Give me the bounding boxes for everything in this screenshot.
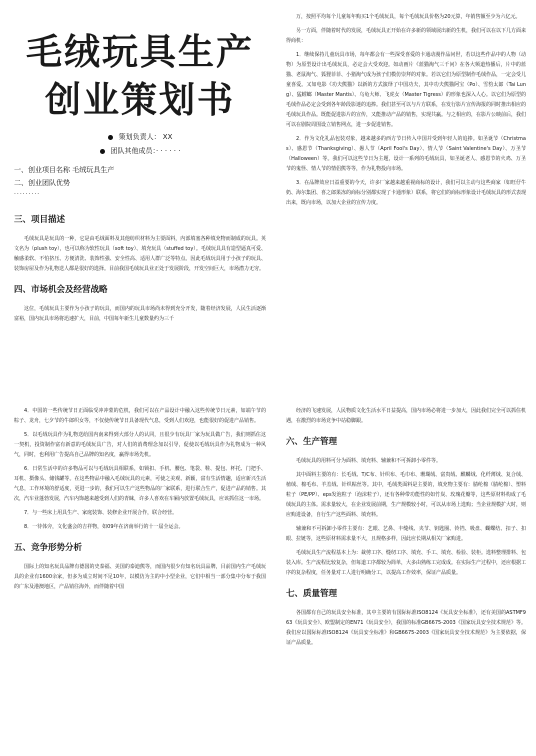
section-heading: 六、生产管理 xyxy=(286,437,338,447)
section-heading: 四、市场机会及经营战略 xyxy=(14,285,108,295)
team-line xyxy=(14,144,266,158)
paragraph: 1．继续保持儿童玩具市场，每年都会有一些深受喜爱的卡通动漫作品问世，若以这些作品中的人物（动物）为原型设计出毛绒玩具，必定会大受欢迎。如动画片《蓝猫淘气三千问》在各大频道热播后，片中的蓝猫、老鼠淘气、狐狸菲菲、小猪淘气成为孩子们模仿崇拜的对象。若以它们为原型制作毛绒作品，一定会受儿童喜爱。又如电影《功夫熊猫》以新的方式演绎了中国功夫，其中功夫熊猫阿宝（Po）、雪豹太郎（Tai Lung）、猛螳螂（Master Mantis）、乌龟大师、飞虎女（Master Tigress）的形象也深入人心。以它们为原型的毛绒作品必定会受到各年龄段影迷的追捧。我们甚至可以与片方联系，在发行影片宣传海报的同时推出相应的毛绒玩具作品。既能促进影片的宣传，又能推动产品的销售，实现共赢。与之相应的，在影片公映前后，我们可以在剧院周围设立销售网点，进一步促进销售。 xyxy=(286,52,526,128)
paragraph: 其中面料主要的有：长毛绒、T/C布、针织布、毛巾布、珊瑚绒、富贵绒、麒麟绒、化纤薄绒、复合绒、植绒、棉毛布、羊羔绒、针织粘丝等。其中，毛绒类面料是主要的，填充物主要有：腈纶棉（腈纶棉）、塑料粒子（PE/PP）、eps发泡粒子（泡沫粒子），还有各种带功能性的如竹炭、玫瑰花瓣等，这些原材料构成了毛绒玩具的主体。需求量较大，在企业发展前期，生产规模较小时，可以从市场上选购；当企业规模扩大时，则应购进设备，自行生产这些面料、填充料。 xyxy=(286,472,526,518)
paragraph: 2．作为文化礼品包装对象，越来越多的西方节日传入中国并受到年轻人的追捧。如圣诞节（Christmas）、感恩节（Thanksgiving）、愚人节（April Fool's Day）、情人节（Saint Valentine's Day）、万圣节（Halloween）等。我们可以这些节日为主题，设计一系列的毛绒玩具，如圣诞老人、感恩节的火鸡、万圣节的鬼怪、情人节的情侣熊等等，作为礼物投向市场。 xyxy=(286,136,526,172)
document-page-1 xyxy=(0,0,536,374)
page-2-right-column xyxy=(286,382,526,756)
outline-section xyxy=(14,164,266,200)
page-gap xyxy=(0,374,536,382)
bullet-dot-icon xyxy=(108,135,113,140)
bullet-dot-icon xyxy=(100,149,105,154)
outline-item-project-name: 一、创业项目名称 毛绒玩具生产 xyxy=(14,166,115,174)
paragraph: 辅兼和不可拆卸小零件主要有：艺眼、艺鼻、丰缝线、夹节、钥匙圈、铃铛、吸盘、蝴蝶结、扣子、扣眼、拉链等，这些原材料需求量不大，且规格多样，因此应长期从相关厂家购进。 xyxy=(286,526,526,542)
document-title-line-2: 创业策划书 xyxy=(44,79,235,121)
paragraph: 这位，毛绒玩具主要作为小孩子的玩具，而国内的玩具市场尚未得到充分开发，随着经济发展，人民生活逐渐富裕，国内玩具市场将迅速扩大，目前，中国每年新生儿童数量约为三千 xyxy=(14,306,266,322)
team-text: 团队其他成员：· · · · · · xyxy=(110,147,181,155)
title-block xyxy=(14,30,266,158)
paragraph: 7．与一些床上用具生产、家庭装饰、装修企业开展合作，联合经营。 xyxy=(24,510,178,516)
section-heading: 五、竞争形势分析 xyxy=(14,543,83,553)
page-2-left-column xyxy=(14,382,266,756)
paragraph: 经济的飞速发展，人民物质文化生活水平日益提高，国内市场必将进一步加大，因此我们完全可以抓住机遇，在激烈的市场竞争中站稳脚跟。 xyxy=(286,408,526,424)
paragraph: 万，按照平均每个儿童每年购买1个毛绒玩具，每个毛绒玩具价格为20元算，年销售额至少为六亿元。 xyxy=(296,14,521,20)
paragraph: 各国都有自己的玩具安全标准，其中主要的有国际标准ISO8124《玩具安全标准》，还有美国的ASTMF963《玩具安全》、欧盟制定的EN71《玩具安全》，我国的标准GB6675-2003《国家玩具安全技术规范》等。我们应以国际标准ISO8124《玩具安全标准》和GB6675-2003《国家玩具安全技术规范》为主要依据，保证产品质量。 xyxy=(286,610,526,646)
outline-dashes: ········· xyxy=(14,191,41,198)
paragraph: 毛绒玩具的用料可分为面料、填充料、辅兼和不可拆卸小零件等。 xyxy=(296,458,442,464)
paragraph: 国际上的知名玩具品牌有德国的史泰福、美国的泰迪熊等，而国内很少有知名玩具品牌，目前国内生产毛绒玩具的企业有1600余家，但多为成立时间不足10年，以模仿为主的中小型企业，它们中相当一部分集中分布于我国的广东及港澳地区，产品销往海外，而伴随着中国 xyxy=(14,564,266,590)
paragraph: 4．中国的一些传统节日正面临受冲冲蒙的危机，我们可以在产品设计中融入这些传统节日元素，如端午节的粽子、龙舟，七夕节的牛郎织女等，不仅使传统节日具备现代气息，受到人们欢迎，也能很好的促进产品销售。 xyxy=(14,408,266,424)
section-heading: 七、质量管理 xyxy=(286,589,338,599)
paragraph: 毛绒玩具生产流程基本上为：裁剪工序、缝纫工序、填充、手工、填充、检验、装柜。选料整理排料、包装入库。生产流程比较复杂，但每道工序都较为简单，大多由熟练工完成成。在实际生产过程中，还应根据工序的复杂程度，任务量对工人进行明确分工，以提高工作效率，保证产品质量。 xyxy=(286,550,526,576)
outline-item-team-advantage: 二、创业团队优势 xyxy=(14,179,70,187)
document-page-2 xyxy=(0,382,536,756)
planner-text: 策划负责人： XX xyxy=(118,133,173,141)
paragraph: 另一方面，伴随着时代的发展，毛绒玩具正开始在许多新的领域展出新的生机，我们可以在以下几方面来得商机： xyxy=(286,28,526,44)
section-heading: 三、项目描述 xyxy=(14,215,66,225)
paragraph: 3．在品牌效应日益重要的今天，许多厂家越来越重视商标的设计，我们可以主动与这些商家（如旺仔牛奶、海尔集团、喜之郎果冻的商标分别都实现了卡通形象）联系，将它们的商标形象设计毛绒玩具的形式表现出来，既向市场，以加大企业的宣传力度。 xyxy=(286,180,526,206)
paragraph: 8．一待体旁，文化盛会的吉祥物，如09年在济南举行的十一届全运会。 xyxy=(24,524,184,530)
paragraph: 6．日常生活中的许多物品可以与毛绒玩具相联系，如锁扣、手机、腰包、笔袋、鞋、提包、杯托、门把手、耳机、摄像头、储钱罐等。在这些物品中融入毛绒玩具的元素，可使之美观、新颖，富有生活情趣，适应新兴生活气息，工作环境的舒适度，更进一步的，我们可以生产这些物品的厂家联系，进行联合生产，促进产品的销售。其次，汽车业蓬勃发展，汽车内饰越来越受到人们的青睐，许多人喜欢在车厢内放置毛绒玩具，应该抓住这一市场。 xyxy=(14,466,266,502)
page-1-right-column xyxy=(286,0,526,374)
paragraph: 5．以毛绒玩具作为礼物送给国内南来得到大部分人的认同，且很少有玩具厂家为玩具做广告，我们则抓住这一契机，投资制作富有新意的毛绒玩具广告，对人们的消费理念加以引导，促使以毛绒玩具作为礼物成为一种风气，同时，也利用广告提高自己品牌的知名度，赢得市场先机。 xyxy=(14,432,266,458)
document-title-line-1: 毛绒玩具生产 xyxy=(25,31,254,73)
planner-line xyxy=(14,130,266,144)
page-1-left-column xyxy=(14,0,266,374)
paragraph: 毛绒玩具是玩具的一种，它是由毛绒面料及其他纺织材料为主要面料，内部填塞各种填充物而制成的玩具。英文名为（plush toy），也可以称为软性玩具（soft toy）、填充玩具（stuffed toy）。毛绒玩具具有造型逼真可爱、触感柔软、不怕挤压、方便清洗、装饰性强、安全性高、适用人群广泛等特点。因此毛绒玩具用于小孩子的玩具、装饰房屋及作为礼物送人都是很好的选择。目前我国毛绒玩具业正处于发展阶段，开发空间巨大，市场潜力无穷。 xyxy=(14,236,266,272)
